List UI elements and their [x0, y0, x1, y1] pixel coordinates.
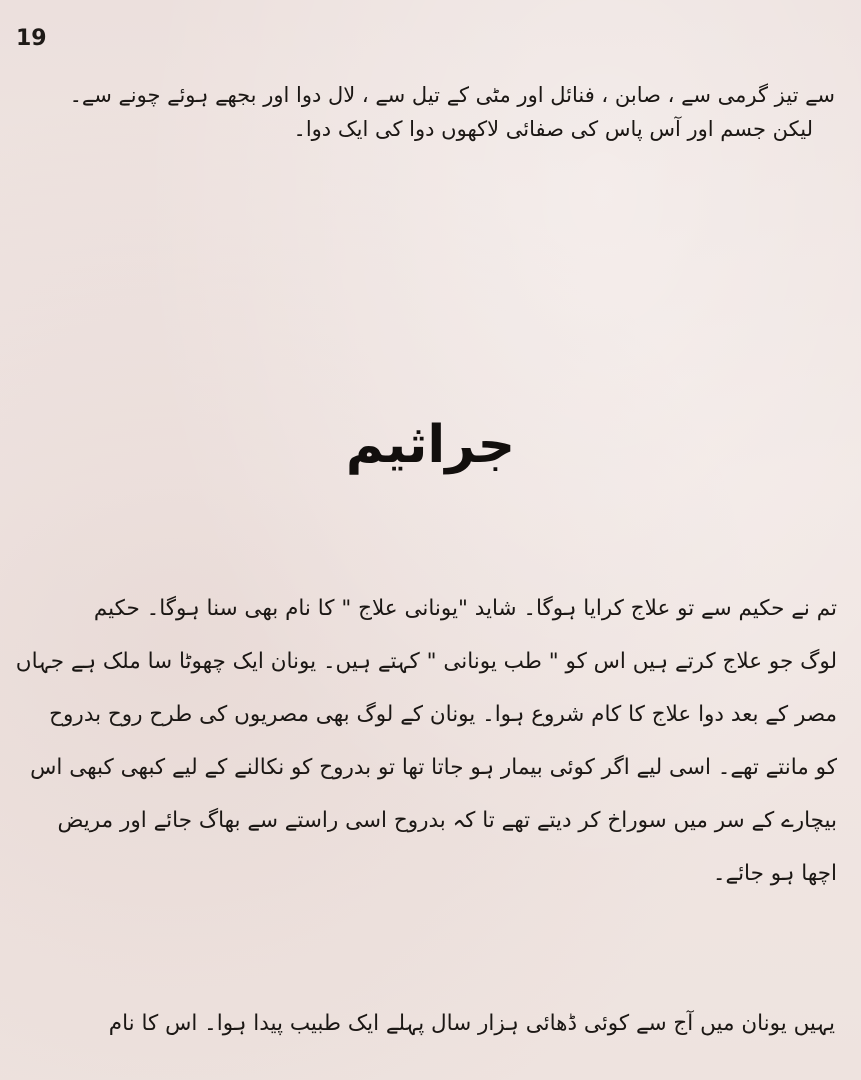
continued-text — [15, 78, 835, 146]
text-line: لوگ جو علاج کرتے ہیں اس کو " طب یونانی " کہتے ہیں۔ یونان ایک چھوٹا سا ملک ہے جہاں — [15, 649, 837, 674]
text-line: تم نے حکیم سے تو علاج کرایا ہوگا۔ شاید "یونانی علاج " کا نام بھی سنا ہوگا۔ حکیم — [93, 596, 837, 621]
section-heading: جراثیم — [345, 415, 516, 475]
next-paragraph — [10, 1004, 835, 1044]
page-number: 19 — [16, 26, 47, 51]
text-line: یہیں یونان میں آج سے کوئی ڈھائی ہزار سال پہلے ایک طبیب پیدا ہوا۔ اس کا نام — [108, 1011, 835, 1036]
text-line: لیکن جسم اور آس پاس کی صفائی لاکھوں دوا کی ایک دوا۔ — [293, 117, 813, 141]
text-line: سے تیز گرمی سے ، صابن ، فنائل اور مٹی کے تیل سے ، لال دوا اور بجھے ہوئے چونے سے۔ — [69, 83, 835, 107]
text-line: اچھا ہو جائے۔ — [712, 861, 837, 886]
text-line: کو مانتے تھے۔ اسی لیے اگر کوئی بیمار ہو جاتا تھا تو بدروح کو نکالنے کے لیے کبھی کبھی اس — [30, 755, 837, 780]
text-line: مصر کے بعد دوا علاج کا کام شروع ہوا۔ یونان کے لوگ بھی مصریوں کی طرح روح بدروح — [49, 702, 837, 727]
text-line: بیچارے کے سر میں سوراخ کر دیتے تھے تا کہ بدروح اسی راستے سے بھاگ جائے اور مریض — [57, 808, 837, 833]
paragraph — [12, 582, 837, 900]
